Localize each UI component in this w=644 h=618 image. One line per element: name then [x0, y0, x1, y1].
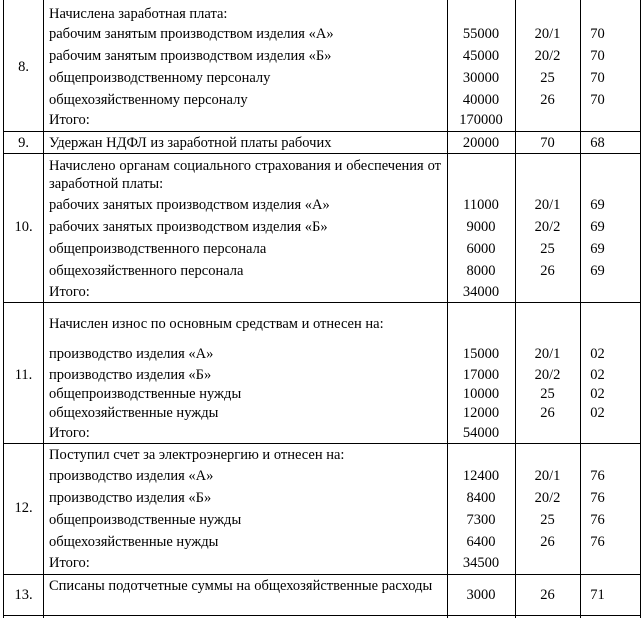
row-text: Списаны подотчетные суммы на общехозяйственные расходы [49, 578, 433, 594]
item-credit: 02 [590, 405, 605, 421]
total-label: Итого: [49, 112, 90, 128]
total-label: Итого: [49, 555, 90, 571]
item-credit: 02 [590, 386, 605, 402]
item-debit: 20/2 [534, 367, 561, 383]
item-amount: 55000 [462, 26, 500, 42]
item-text: рабочих занятых производством изделия «А» [49, 197, 330, 213]
item-credit: 02 [590, 346, 605, 362]
item-debit: 25 [540, 241, 555, 257]
row-text: Удержан НДФЛ из заработной платы рабочих [49, 135, 332, 151]
total-label: Итого: [49, 425, 90, 441]
item-amount: 30000 [462, 70, 500, 86]
item-debit: 20/1 [534, 468, 561, 484]
total-amount: 170000 [459, 112, 503, 128]
item-debit: 20/1 [534, 26, 561, 42]
item-text: производство изделия «А» [49, 468, 214, 484]
row-debit: 70 [540, 135, 555, 151]
item-amount: 6000 [466, 241, 496, 257]
item-text: общепроизводственному персоналу [49, 70, 271, 86]
row-credit: 71 [590, 587, 605, 603]
row-number: 8. [18, 59, 29, 75]
item-debit: 26 [540, 92, 555, 108]
item-credit: 70 [590, 48, 605, 64]
row-number: 12. [14, 500, 33, 516]
item-debit: 26 [540, 263, 555, 279]
row-number: 13. [14, 587, 33, 603]
row-header: Начислена заработная плата: [49, 6, 228, 22]
journal-table [3, 0, 641, 618]
item-text: рабочих занятых производством изделия «Б» [49, 219, 328, 235]
row-credit: 68 [590, 135, 605, 151]
total-label: Итого: [49, 284, 90, 300]
item-text: производство изделия «Б» [49, 367, 212, 383]
row-number: 9. [18, 135, 29, 151]
total-amount: 34500 [462, 555, 500, 571]
row-divider [4, 574, 640, 575]
item-amount: 9000 [466, 219, 496, 235]
item-text: рабочим занятым производством изделия «Б» [49, 48, 332, 64]
item-credit: 02 [590, 367, 605, 383]
item-amount: 45000 [462, 48, 500, 64]
item-credit: 76 [590, 490, 605, 506]
item-amount: 12000 [462, 405, 500, 421]
item-debit: 26 [540, 534, 555, 550]
item-amount: 40000 [462, 92, 500, 108]
item-credit: 70 [590, 70, 605, 86]
item-text: производство изделия «А» [49, 346, 214, 362]
item-amount: 10000 [462, 386, 500, 402]
item-debit: 20/1 [534, 197, 561, 213]
item-text: общехозяйственные нужды [49, 534, 219, 550]
row-number: 10. [14, 219, 33, 235]
item-amount: 7300 [466, 512, 496, 528]
row-debit: 26 [540, 587, 555, 603]
item-debit: 20/2 [534, 490, 561, 506]
item-debit: 25 [540, 70, 555, 86]
item-debit: 20/2 [534, 219, 561, 235]
column-divider [43, 0, 44, 618]
item-amount: 15000 [462, 346, 500, 362]
row-divider [4, 131, 640, 132]
item-credit: 69 [590, 197, 605, 213]
item-debit: 25 [540, 386, 555, 402]
item-amount: 17000 [462, 367, 500, 383]
item-credit: 69 [590, 263, 605, 279]
item-amount: 11000 [463, 197, 499, 213]
item-credit: 69 [590, 219, 605, 235]
item-text: рабочим занятым производством изделия «А» [49, 26, 334, 42]
row-number: 11. [14, 367, 33, 383]
item-credit: 76 [590, 534, 605, 550]
item-text: общехозяйственному персоналу [49, 92, 248, 108]
item-text: общепроизводственные нужды [49, 386, 242, 402]
total-amount: 34000 [462, 284, 500, 300]
item-amount: 8400 [466, 490, 496, 506]
item-debit: 25 [540, 512, 555, 528]
row-header: Начислен износ по основным средствам и отнесен на: [49, 316, 384, 332]
item-credit: 69 [590, 241, 605, 257]
item-credit: 70 [590, 26, 605, 42]
row-divider [4, 443, 640, 444]
item-text: общехозяйственного персонала [49, 263, 244, 279]
row-divider [4, 615, 640, 616]
row-divider [4, 302, 640, 303]
item-text: общепроизводственного персонала [49, 241, 267, 257]
item-debit: 26 [540, 405, 555, 421]
row-amount: 20000 [462, 135, 500, 151]
item-amount: 8000 [466, 263, 496, 279]
item-amount: 12400 [462, 468, 500, 484]
item-debit: 20/1 [534, 346, 561, 362]
item-text: общехозяйственные нужды [49, 405, 219, 421]
item-debit: 20/2 [534, 48, 561, 64]
row-divider [4, 153, 640, 154]
row-amount: 3000 [466, 587, 496, 603]
item-credit: 76 [590, 512, 605, 528]
item-credit: 76 [590, 468, 605, 484]
total-amount: 54000 [462, 425, 500, 441]
item-text: общепроизводственные нужды [49, 512, 242, 528]
row-header: Начислено органам социального страхования и обеспечения от заработной платы: [49, 158, 441, 192]
item-amount: 6400 [466, 534, 496, 550]
item-credit: 70 [590, 92, 605, 108]
item-text: производство изделия «Б» [49, 490, 212, 506]
row-header: Поступил счет за электроэнергию и отнесен на: [49, 447, 345, 463]
